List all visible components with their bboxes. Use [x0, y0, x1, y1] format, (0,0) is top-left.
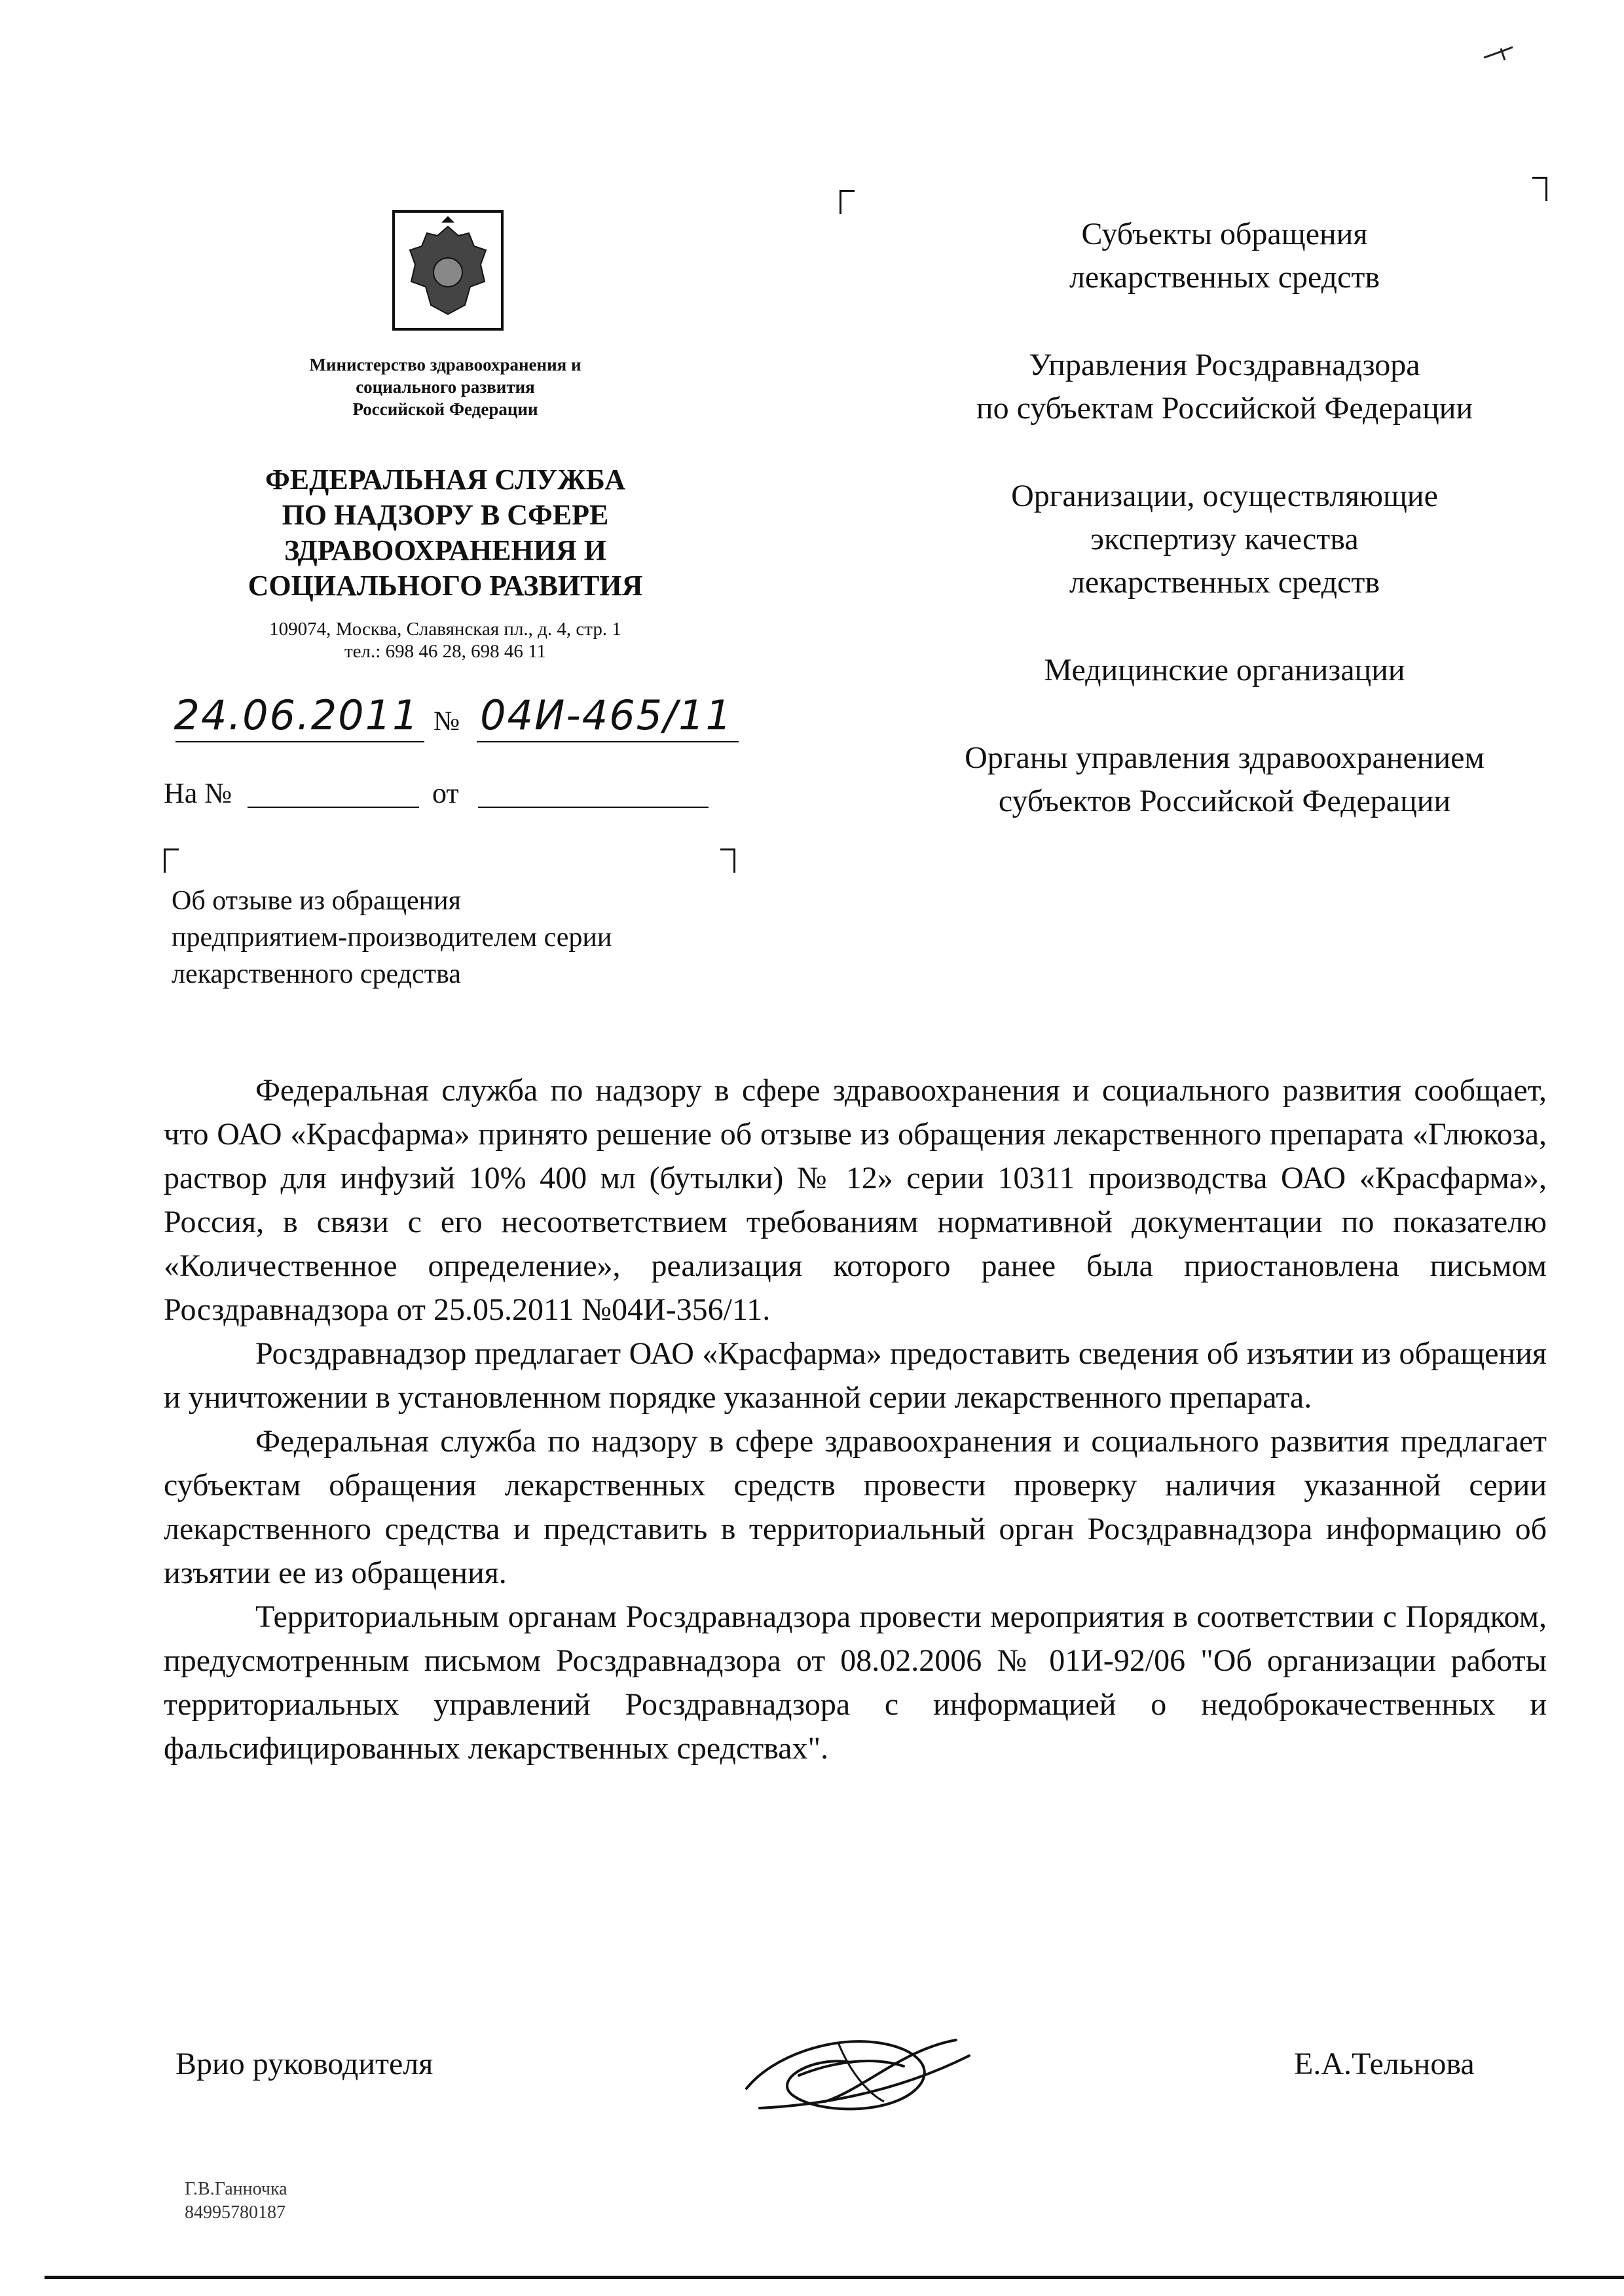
recipient-line: лекарственных средств — [1069, 260, 1380, 295]
recipient-line: по субъектам Российской Федерации — [976, 391, 1473, 426]
registration-date: 24.06.2011 — [174, 691, 420, 739]
recipient-group — [877, 649, 1572, 692]
recipient-line: субъектов Российской Федерации — [998, 784, 1451, 818]
body-paragraph: Федеральная служба по надзору в сфере здравоохранения и социального развития сообщает, что ОАО «Красфарма» принято решение об отзыве из обращения лекарственного препарата «Глюкоза, раствор для инфузий 10% 400 мл (бутылки) № 12» серии 10311 производства ОАО «Красфарма», Россия, в связи с его несоответствием требованиям нормативной документации по показателю «Количественное определение», реализация которого ранее была приостановлена письмом Росздравнадзора от 25.05.2011 №04И-356/11. — [164, 1073, 1547, 1327]
reference-line — [164, 776, 720, 816]
agency-line: ФЕДЕРАЛЬНАЯ СЛУЖБА — [265, 464, 625, 496]
signatory-position: Врио руководителя — [175, 2047, 434, 2081]
pen-mark-icon — [1481, 41, 1521, 67]
signatory-name: Е.А.Тельнова — [1294, 2047, 1475, 2081]
executor-name: Г.В.Ганночка — [185, 2179, 287, 2199]
recipient-group — [877, 344, 1572, 430]
addressee-bracket-right — [1532, 177, 1547, 201]
recipient-line: Субъекты обращения — [1081, 217, 1368, 251]
ministry-name — [255, 354, 635, 420]
ministry-line: Министерство здравоохранения и — [309, 355, 581, 374]
letter-body — [164, 1068, 1547, 1770]
executor-info — [185, 2178, 287, 2225]
recipient-line: Органы управления здравоохранением — [965, 740, 1485, 775]
letter-subject — [172, 883, 761, 993]
executor-phone: 84995780187 — [185, 2202, 286, 2223]
ministry-line: Российской Федерации — [352, 399, 538, 419]
registration-number: 04И-465/11 — [480, 691, 733, 739]
recipient-line: Организации, осуществляющие — [1011, 479, 1438, 513]
subject-bracket-right — [720, 848, 735, 873]
registration-line — [169, 687, 745, 746]
recipient-group — [877, 213, 1572, 299]
state-emblem-icon — [392, 210, 504, 331]
page-bottom-rule — [45, 2276, 1624, 2279]
subject-line: предприятием-производителем серии — [172, 922, 612, 953]
recipient-line: лекарственных средств — [1069, 565, 1380, 600]
agency-address — [190, 618, 701, 663]
body-paragraph: Росздравнадзор предлагает ОАО «Красфарма» предоставить сведения об изъятии из обращения и уничтожении в установленном порядке указанной серии лекарственного препарата. — [164, 1336, 1547, 1415]
handwritten-signature-icon — [720, 2016, 982, 2121]
phone-line: тел.: 698 46 28, 698 46 11 — [344, 641, 546, 662]
registration-number-label: № — [434, 706, 460, 737]
recipient-group — [877, 475, 1572, 604]
reference-from-label: от — [432, 777, 459, 809]
recipient-line: Управления Росздравнадзора — [1029, 348, 1420, 382]
address-line: 109074, Москва, Славянская пл., д. 4, стр. 1 — [269, 619, 621, 640]
body-paragraph: Федеральная служба по надзору в сфере здравоохранения и социального развития предлагает субъектам обращения лекарственных средств провести проверку наличия указанной серии лекарственного средства и представить в территориальный орган Росздравнадзора информацию об изъятии ее из обращения. — [164, 1424, 1547, 1590]
subject-line: Об отзыве из обращения — [172, 886, 461, 916]
subject-line: лекарственного средства — [172, 959, 461, 989]
agency-name — [190, 462, 701, 604]
agency-line: ПО НАДЗОРУ В СФЕРЕ — [282, 499, 609, 531]
agency-line: СОЦИАЛЬНОГО РАЗВИТИЯ — [248, 570, 643, 602]
subject-bracket-left — [164, 848, 179, 873]
recipient-group — [877, 737, 1572, 823]
recipient-line: экспертизу качества — [1090, 522, 1359, 556]
body-paragraph: Территориальным органам Росздравнадзора провести мероприятия в соответствии с Порядком, предусмотренным письмом Росздравнадзора от 08.02.2006 № 01И-92/06 "Об организации работы территориальных управлений Росздравнадзора с информацией о недоброкачественных и фальсифицированных лекарственных средствах". — [164, 1599, 1547, 1766]
recipients-block — [877, 213, 1572, 867]
addressee-bracket-left — [840, 190, 855, 214]
agency-line: ЗДРАВООХРАНЕНИЯ И — [284, 534, 606, 566]
reference-number-label: На № — [164, 777, 232, 809]
ministry-line: социального развития — [356, 377, 535, 397]
recipient-line: Медицинские организации — [1044, 653, 1405, 687]
